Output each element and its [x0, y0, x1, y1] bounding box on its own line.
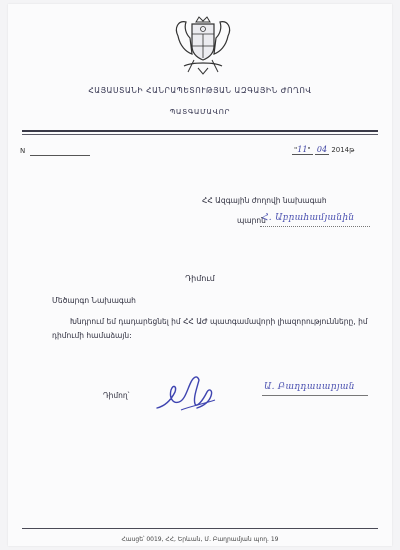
- letter-body-line-1: Խնդրում եմ դադարեցնել իմ ՀՀ ԱԺ պատգամավորի լիազորությունները, իմ: [70, 317, 368, 326]
- applicant-handwritten-name: Ա. Բաղդասարյան: [264, 382, 355, 392]
- date-year: 2014թ: [331, 146, 355, 154]
- footer-rule: [22, 528, 378, 529]
- signature-underline: [262, 395, 368, 396]
- date-day: 11: [297, 145, 308, 154]
- addressee-underline: [260, 226, 370, 227]
- addressee-handwritten-name: Հ. Աբրահամյանին: [262, 213, 355, 223]
- applicant-label: Դիմող՝: [103, 391, 130, 400]
- footer-address: Հասցե՝ 0019, ՀՀ, Երևան, Մ. Բաղրամյան պող. 19: [121, 536, 279, 543]
- letter-page: [8, 4, 392, 546]
- coat-of-arms-icon: [172, 14, 234, 78]
- addressee-prefix: պարոն: [237, 216, 266, 225]
- addressee-title: ՀՀ Ազգային ժողովի նախագահ: [202, 196, 327, 205]
- document-date: "11" 04 2014թ: [294, 145, 355, 154]
- signature-icon: [151, 370, 221, 414]
- organization-subtitle: ՊԱՏԳԱՄԱՎՈՐ: [169, 108, 231, 116]
- letter-title: Դիմում: [185, 274, 215, 283]
- date-month: 04: [316, 145, 328, 154]
- organization-name: ՀԱՅԱՍՏԱՆԻ ՀԱՆՐԱՊԵՏՈՒԹՅԱՆ ԱԶԳԱՅԻՆ ԺՈՂՈՎ: [88, 86, 312, 95]
- document-number-label: N: [20, 147, 26, 155]
- document-number-blank: [30, 155, 90, 156]
- header-rule-thin: [22, 134, 378, 135]
- header-rule: [22, 130, 378, 132]
- letter-salutation: Մեծարգո Նախագահ: [52, 296, 136, 305]
- letter-body-line-2: դիմումի համաձայն:: [52, 331, 132, 340]
